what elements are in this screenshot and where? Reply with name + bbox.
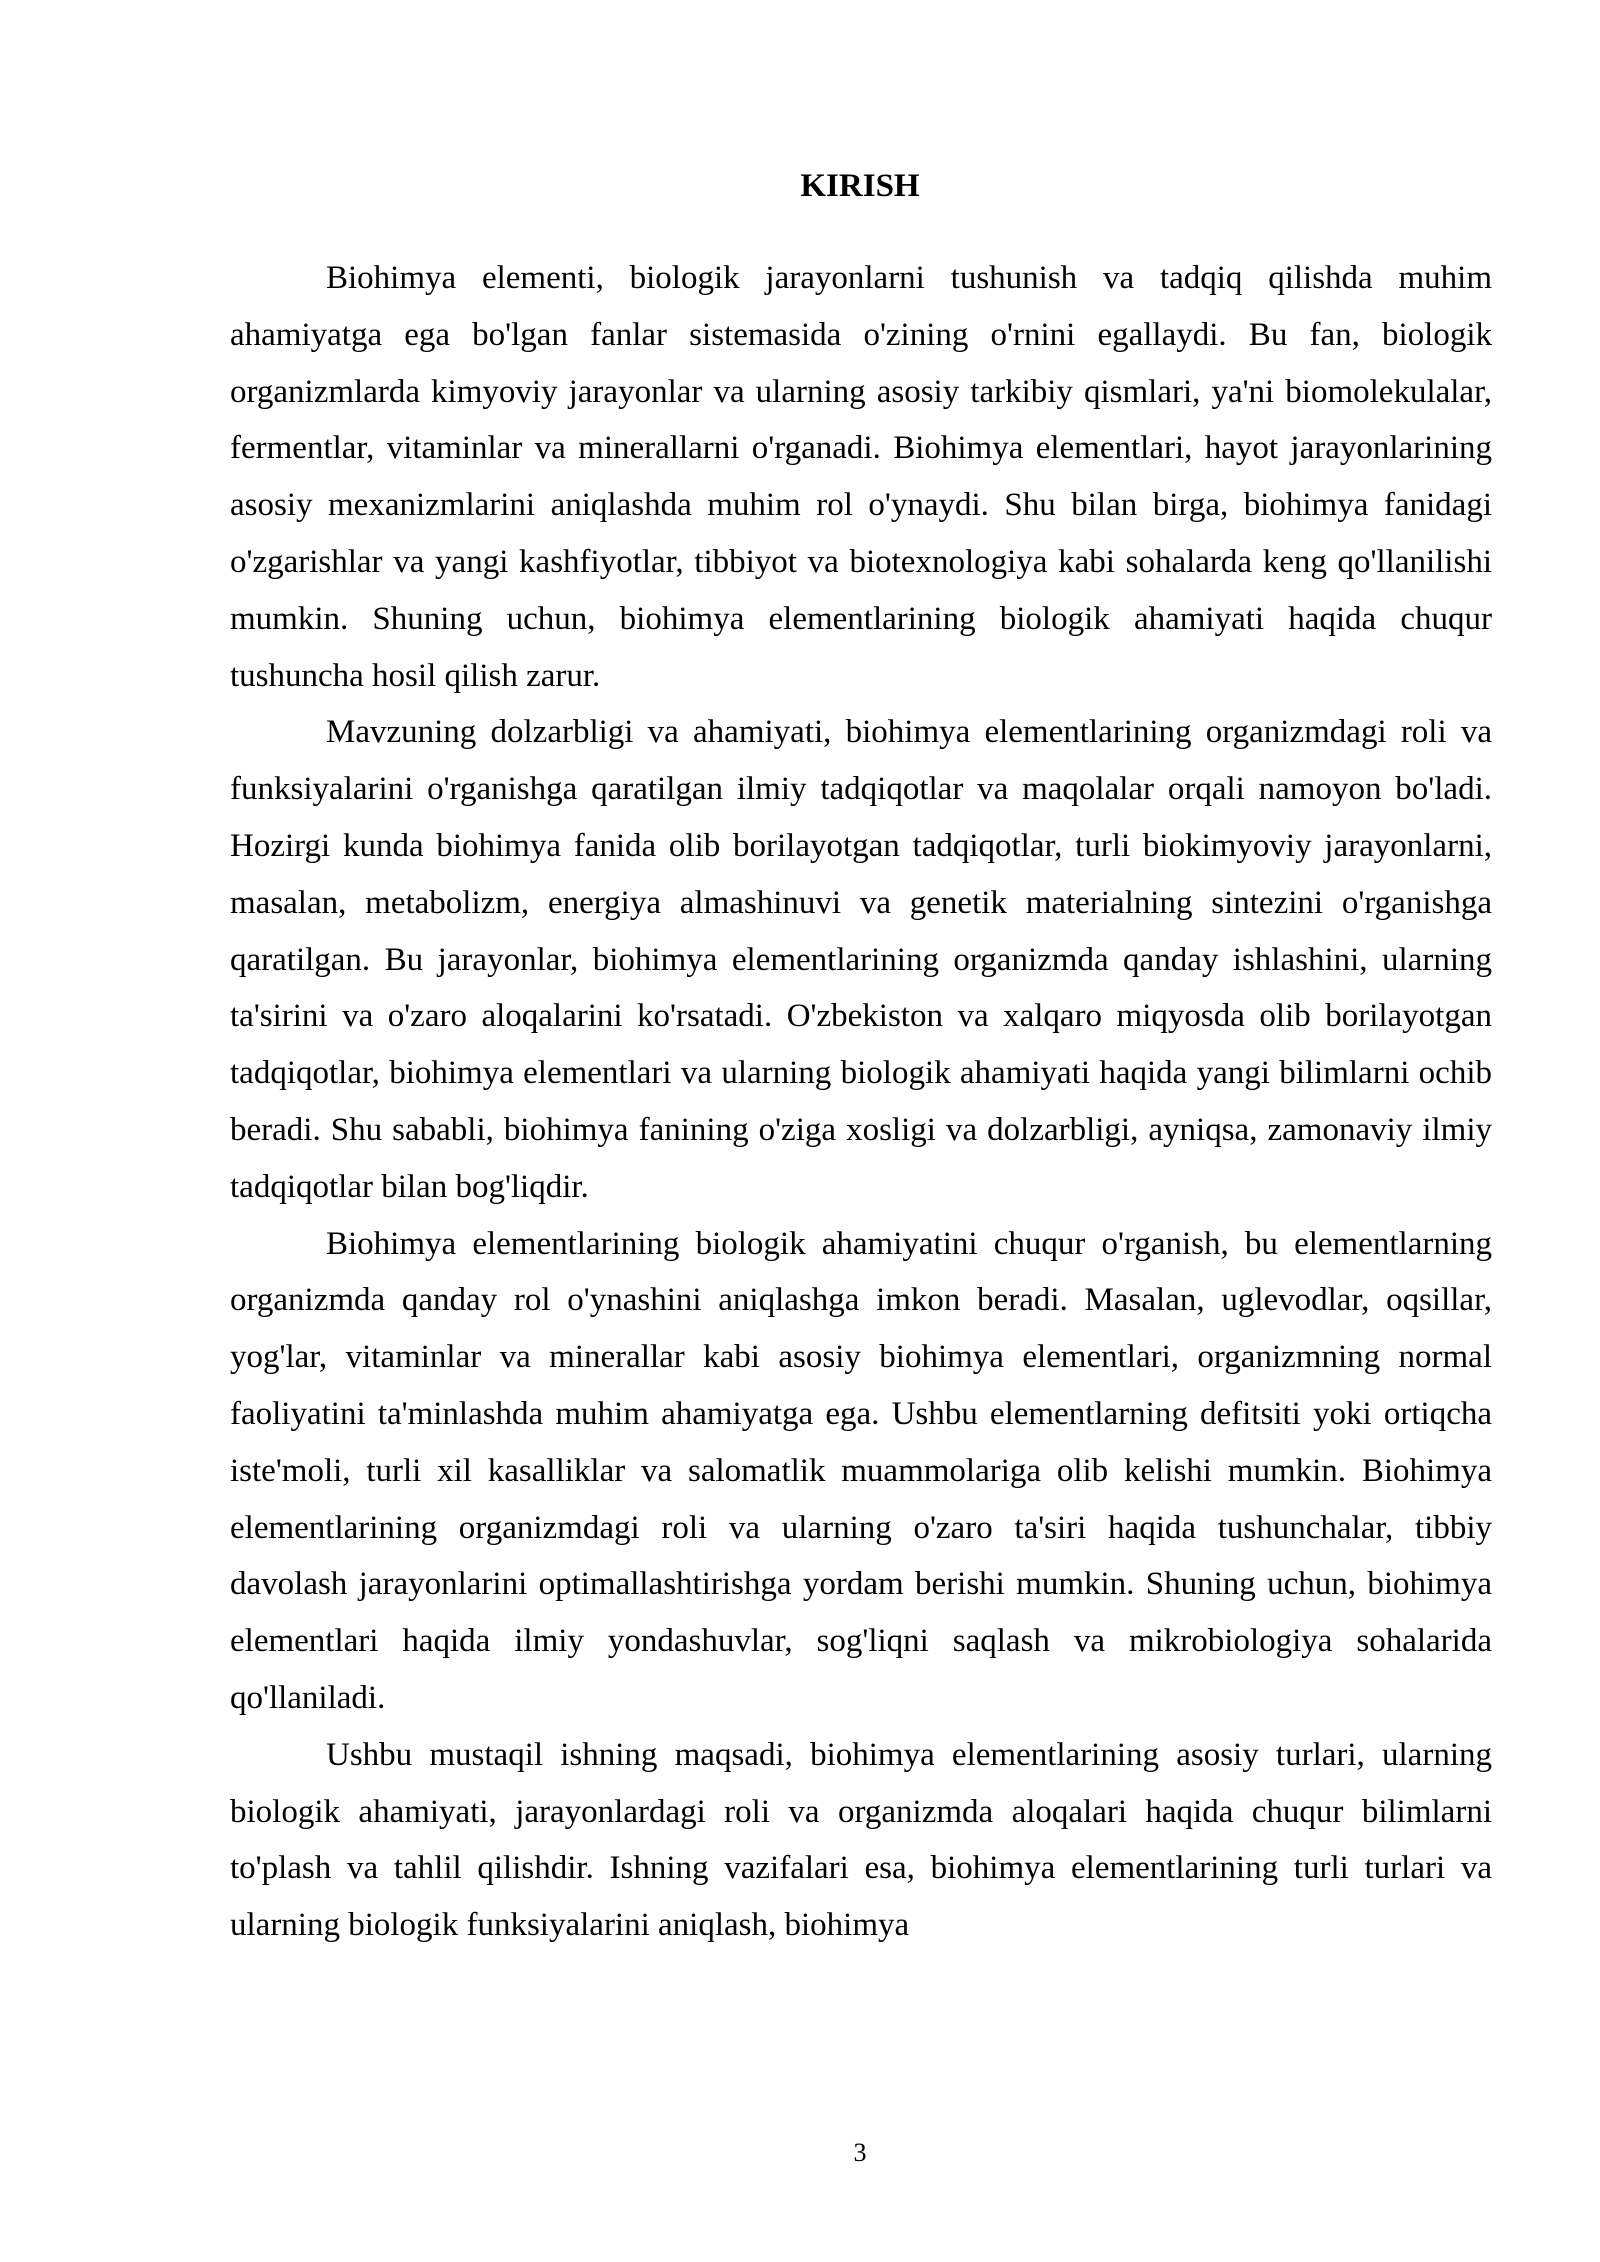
paragraph-1: Biohimya elementi, biologik jarayonlarni tushunish va tadqiq qilishda muhim ahamiyatga ega bo'lgan fanlar sistemasida o'zining o'rnini egallaydi. Bu fan, biologik organizmlarda kimyoviy jarayonlar va ularning asosiy tarkibiy qismlari, ya'ni biomolekulalar, fermentlar, vitaminlar va minerallarni o'rganadi. Biohimya elementlari, hayot jarayonlarining asosiy mexanizmlarini aniqlashda muhim rol o'ynaydi. Shu bilan birga, biohimya fanidagi o'zgarishlar va yangi kashfiyotlar, tibbiyot va biotexnologiya kabi sohalarda keng qo'llanilishi mumkin. Shuning uchun, biohimya elementlarining biologik ahamiyati haqida chuqur tushuncha hosil qilish zarur. (230, 260, 1492, 694)
body-text (230, 250, 1492, 1954)
paragraph-2: Mavzuning dolzarbligi va ahamiyati, biohimya elementlarining organizmdagi roli va funksiyalarini o'rganishga qaratilgan ilmiy tadqiqotlar va maqolalar orqali namoyon bo'ladi. Hozirgi kunda biohimya fanida olib borilayotgan tadqiqotlar, turli biokimyoviy jarayonlarni, masalan, metabolizm, energiya almashinuvi va genetik materialning sintezini o'rganishga qaratilgan. Bu jarayonlar, biohimya elementlarining organizmda qanday ishlashini, ularning ta'sirini va o'zaro aloqalarini ko'rsatadi. O'zbekiston va xalqaro miqyosda olib borilayotgan tadqiqotlar, biohimya elementlari va ularning biologik ahamiyati haqida yangi bilimlarni ochib beradi. Shu sababli, biohimya fanining o'ziga xosligi va dolzarbligi, ayniqsa, zamonaviy ilmiy tadqiqotlar bilan bog'liqdir. (230, 714, 1492, 1205)
paragraph-3: Biohimya elementlarining biologik ahamiyatini chuqur o'rganish, bu elementlarning organizmda qanday rol o'ynashini aniqlashga imkon beradi. Masalan, uglevodlar, oqsillar, yog'lar, vitaminlar va minerallar kabi asosiy biohimya elementlari, organizmning normal faoliyatini ta'minlashda muhim ahamiyatga ega. Ushbu elementlarning defitsiti yoki ortiqcha iste'moli, turli xil kasalliklar va salomatlik muammolariga olib kelishi mumkin. Biohimya elementlarining organizmdagi roli va ularning o'zaro ta'siri haqida tushunchalar, tibbiy davolash jarayonlarini optimallashtirishga yordam berishi mumkin. Shuning uchun, biohimya elementlari haqida ilmiy yondashuvlar, sog'liqni saqlash va mikrobiologiya sohalarida qo'llaniladi. (230, 1225, 1492, 1716)
paragraph-4: Ushbu mustaqil ishning maqsadi, biohimya elementlarining asosiy turlari, ularning biologik ahamiyati, jarayonlardagi roli va organizmda aloqalari haqida chuqur bilimlarni to'plash va tahlil qilishdir. Ishning vazifalari esa, biohimya elementlarining turli turlari va ularning biologik funksiyalarini aniqlash, biohimya (230, 1736, 1492, 1944)
page-number: 3 (853, 2138, 867, 2167)
section-heading: KIRISH (800, 168, 920, 204)
